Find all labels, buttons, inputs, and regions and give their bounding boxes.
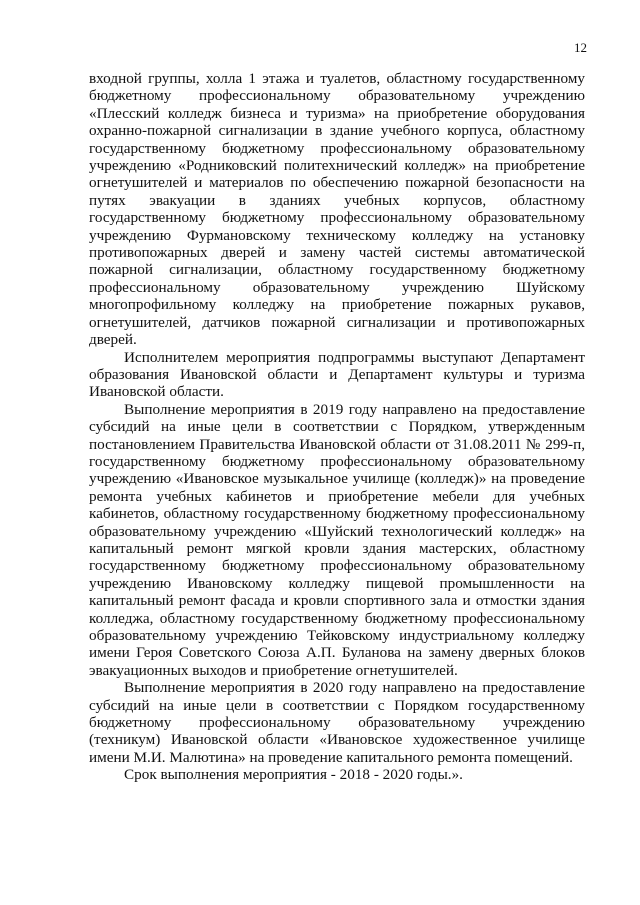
paragraph-term: Срок выполнения мероприятия - 2018 - 2020 годы.».	[124, 766, 463, 784]
paragraph-executors: Исполнителем мероприятия подпрограммы выступают Департамент образования Ивановской области и Департамент культуры и туризма Ивановской области.	[89, 348, 585, 401]
paragraph-2019-measures: Выполнение мероприятия в 2019 году направлено на предоставление субсидий на иные цели в соответствии с Порядком, утвержденным постановлением Правительства Ивановской области от 31.08.2011 № 299-п, государственному бюджетному профессиональному образовательному учреждению «Ивановское музыкальное училище (колледж)» на проведение ремонта учебных кабинетов и приобретение мебели для учебных кабинетов, областному государственному бюджетному профессиональному образовательному учреждению «Шуйский технологический колледж» на капитальный ремонт мягкой кровли здания мастерских, областному государственному бюджетному профессиональному образовательному учреждению Ивановскому колледжу пищевой промышленности на капитальный ремонт фасада и кровли спортивного зала и отмостки здания колледжа, областному государственному бюджетному профессиональному образовательному учреждению Тейковскому индустриальному колледжу имени Героя Советского Союза А.П. Буланова на замену дверных блоков эвакуационных выходов и приобретение огнетушителей.	[89, 400, 585, 679]
paragraph-2020-measures: Выполнение мероприятия в 2020 году направлено на предоставление субсидий на иные цели в соответствии с Порядком государственному бюджетному профессиональному образовательному учреждению (техникум) Ивановской области «Ивановское художественное училище имени М.И. Малютина» на проведение капитального ремонта помещений.	[89, 679, 585, 766]
page-number: 12	[574, 40, 587, 55]
document-body	[89, 70, 585, 784]
paragraph-continuation: входной группы, холла 1 этажа и туалетов, областному государственному бюджетному профессиональному образовательному учреждению «Плесский колледж бизнеса и туризма» на приобретение оборудования охранно-пожарной сигнализации в здание учебного корпуса, областному государственному бюджетному профессиональному образовательному учреждению «Родниковский политехнический колледж» на приобретение огнетушителей и материалов по обеспечению пожарной безопасности на путях эвакуации в зданиях учебных корпусов, областному государственному бюджетному профессиональному образовательному учреждению Фурмановскому техническому колледжу на установку противопожарных дверей и замену частей системы автоматической пожарной сигнализации, областному государственному бюджетному профессиональному образовательному учреждению Шуйскому многопрофильному колледжу на приобретение пожарных рукавов, огнетушителей, датчиков пожарной сигнализации и противопожарных дверей.	[89, 70, 585, 349]
